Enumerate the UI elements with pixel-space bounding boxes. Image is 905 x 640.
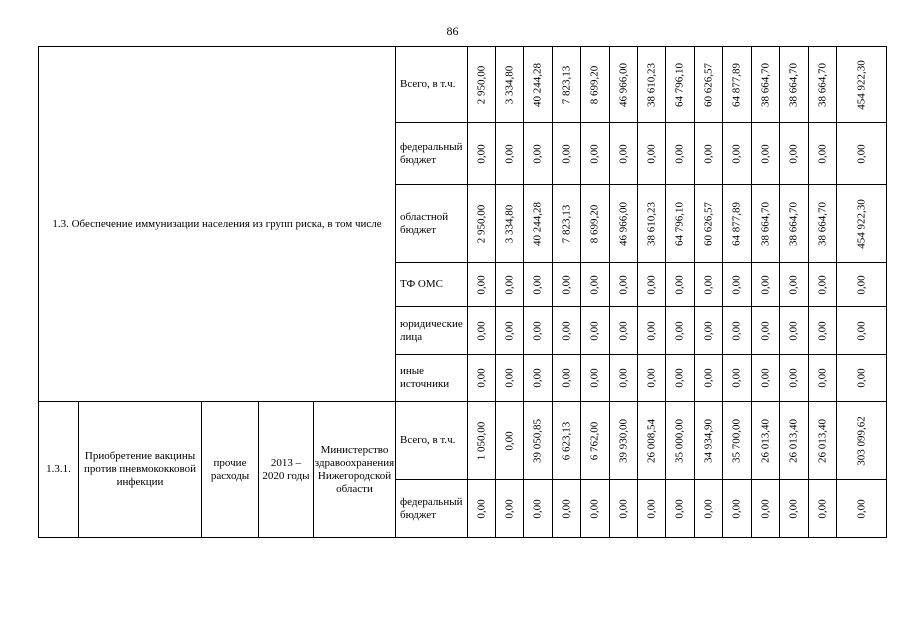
value-text: 0,00 [855, 320, 867, 341]
value-cell [837, 480, 887, 538]
value-text: 38 664,70 [759, 201, 771, 246]
value-text: 8 699,20 [588, 65, 601, 104]
value-cell [468, 480, 496, 538]
value-text: 0,00 [702, 498, 714, 519]
value-cell [695, 185, 723, 263]
value-cell [553, 263, 581, 307]
value-cell [610, 185, 638, 263]
value-cell [752, 47, 780, 123]
value-text: 0,00 [617, 143, 629, 164]
value-text: 0,00 [503, 143, 515, 164]
value-text: 0,00 [673, 320, 686, 341]
value-text: 0,00 [855, 368, 867, 388]
value-cell [723, 123, 752, 185]
value-text: 0,00 [730, 143, 743, 164]
value-text: 0,00 [855, 143, 867, 164]
value-cell [837, 123, 887, 185]
value-text: 7 823,13 [560, 204, 572, 243]
value-text: 38 610,23 [645, 201, 657, 246]
value-text: 39 050,85 [531, 418, 544, 463]
value-text: 0,00 [787, 498, 800, 519]
value-text: 0,00 [816, 368, 828, 388]
value-text: 6 762,00 [588, 421, 601, 460]
value-text: 0,00 [730, 498, 743, 519]
value-cell [695, 480, 723, 538]
value-text: 0,00 [787, 368, 800, 388]
value-text: 0,00 [588, 274, 601, 295]
value-text: 38 664,70 [816, 201, 828, 246]
page-number: 86 [446, 24, 459, 38]
value-cell [723, 47, 752, 123]
value-text: 3 334,80 [503, 65, 515, 104]
value-text: 0,00 [759, 368, 771, 388]
value-cell [695, 402, 723, 480]
value-text: 454 922,30 [855, 198, 867, 249]
value-cell [468, 47, 496, 123]
funding-source-label: иные источники [396, 355, 468, 402]
value-cell [553, 307, 581, 355]
value-text: 0,00 [645, 274, 657, 295]
value-text: 0,00 [816, 320, 828, 341]
value-text: 38 664,70 [816, 62, 828, 107]
item-number: 1.3.1. [39, 402, 79, 538]
value-text: 1 050,00 [475, 421, 487, 460]
value-cell [809, 47, 837, 123]
value-text: 0,00 [475, 143, 487, 164]
value-text: 2 950,00 [475, 65, 487, 104]
value-text: 0,00 [503, 320, 515, 341]
value-text: 454 922,30 [855, 59, 867, 110]
value-cell [610, 480, 638, 538]
value-text: 303 099,62 [855, 415, 867, 466]
value-cell [723, 185, 752, 263]
expense-type: прочие расходы [202, 402, 259, 538]
value-text: 26 008,54 [645, 418, 657, 463]
value-text: 64 877,89 [730, 62, 743, 107]
value-cell [809, 123, 837, 185]
value-text: 46 966,00 [617, 62, 629, 107]
value-cell [638, 263, 666, 307]
value-cell [752, 307, 780, 355]
value-cell [695, 123, 723, 185]
value-text: 0,00 [560, 274, 572, 295]
value-cell [666, 402, 695, 480]
value-text: 35 000,00 [673, 418, 686, 463]
value-text: 0,00 [787, 320, 800, 341]
value-cell [837, 402, 887, 480]
value-cell [695, 263, 723, 307]
value-text: 64 796,10 [673, 62, 686, 107]
value-cell [524, 263, 553, 307]
value-cell [638, 123, 666, 185]
value-text: 0,00 [759, 143, 771, 164]
value-cell [752, 355, 780, 402]
value-text: 26 013,40 [816, 418, 828, 463]
value-text: 6 623,13 [560, 421, 572, 460]
value-text: 38 610,23 [645, 62, 657, 107]
value-text: 0,00 [588, 320, 601, 341]
value-cell [638, 307, 666, 355]
funding-source-label: федеральный бюджет [396, 123, 468, 185]
value-cell [524, 185, 553, 263]
value-text: 0,00 [588, 368, 601, 388]
value-cell [468, 307, 496, 355]
value-cell [524, 480, 553, 538]
value-cell [553, 355, 581, 402]
value-text: 0,00 [503, 368, 515, 388]
value-cell [780, 123, 809, 185]
funding-source-label: юридические лица [396, 307, 468, 355]
value-text: 64 796,10 [673, 201, 686, 246]
value-text: 0,00 [560, 320, 572, 341]
value-cell [809, 307, 837, 355]
value-cell [553, 402, 581, 480]
period: 2013 – 2020 годы [259, 402, 314, 538]
value-cell [723, 480, 752, 538]
item-name: Приобретение вакцины против пневмококковой инфекции [79, 402, 202, 538]
value-cell [610, 47, 638, 123]
value-text: 35 700,00 [730, 418, 743, 463]
value-text: 0,00 [673, 143, 686, 164]
value-text: 40 244,28 [531, 62, 544, 107]
section-title: 1.3. Обеспечение иммунизации населения из групп риска, в том числе [39, 47, 396, 402]
value-cell [524, 123, 553, 185]
value-text: 3 334,80 [503, 204, 515, 243]
value-text: 0,00 [730, 274, 743, 295]
value-text: 0,00 [531, 498, 544, 519]
value-cell [780, 355, 809, 402]
value-text: 0,00 [759, 320, 771, 341]
value-cell [752, 185, 780, 263]
value-text: 0,00 [617, 320, 629, 341]
value-cell [524, 355, 553, 402]
value-text: 0,00 [673, 368, 686, 388]
value-text: 0,00 [816, 498, 828, 519]
value-cell [496, 185, 524, 263]
value-cell [468, 402, 496, 480]
value-cell [638, 402, 666, 480]
value-text: 60 626,57 [702, 201, 714, 246]
value-cell [666, 355, 695, 402]
value-cell [638, 480, 666, 538]
value-text: 0,00 [531, 320, 544, 341]
value-cell [752, 402, 780, 480]
value-text: 0,00 [787, 143, 800, 164]
value-cell [723, 263, 752, 307]
value-cell [496, 263, 524, 307]
value-text: 0,00 [560, 368, 572, 388]
value-text: 0,00 [787, 274, 800, 295]
value-cell [666, 480, 695, 538]
value-text: 0,00 [617, 368, 629, 388]
value-text: 38 664,70 [787, 201, 800, 246]
value-cell [553, 123, 581, 185]
value-text: 0,00 [645, 368, 657, 388]
value-text: 0,00 [503, 498, 515, 519]
value-cell [837, 47, 887, 123]
value-text: 0,00 [617, 274, 629, 295]
value-cell [496, 47, 524, 123]
value-cell [468, 123, 496, 185]
value-cell [610, 307, 638, 355]
value-text: 26 013,40 [759, 418, 771, 463]
funding-source-label: ТФ ОМС [396, 263, 468, 307]
value-cell [468, 355, 496, 402]
value-cell [581, 480, 610, 538]
value-cell [581, 307, 610, 355]
value-text: 0,00 [702, 368, 714, 388]
value-cell [496, 123, 524, 185]
value-text: 0,00 [588, 143, 601, 164]
value-cell [695, 47, 723, 123]
value-text: 0,00 [531, 368, 544, 388]
value-text: 7 823,13 [560, 65, 572, 104]
value-text: 0,00 [759, 274, 771, 295]
value-cell [809, 263, 837, 307]
value-cell [638, 185, 666, 263]
value-text: 64 877,89 [730, 201, 743, 246]
table-row [39, 402, 887, 480]
value-cell [581, 355, 610, 402]
value-text: 0,00 [855, 274, 867, 295]
funding-source-label: областной бюджет [396, 185, 468, 263]
value-text: 34 934,90 [702, 418, 714, 463]
value-text: 8 699,20 [588, 204, 601, 243]
table-row [39, 47, 887, 123]
value-cell [780, 402, 809, 480]
value-cell [468, 185, 496, 263]
executor: Министерство здравоохранения Нижегородской области [314, 402, 396, 538]
value-cell [723, 402, 752, 480]
value-cell [837, 185, 887, 263]
value-text: 38 664,70 [787, 62, 800, 107]
value-cell [666, 185, 695, 263]
value-cell [496, 402, 524, 480]
value-cell [638, 47, 666, 123]
value-cell [666, 47, 695, 123]
value-text: 0,00 [816, 274, 828, 295]
value-cell [610, 263, 638, 307]
value-cell [666, 263, 695, 307]
value-text: 0,00 [645, 498, 657, 519]
value-cell [581, 185, 610, 263]
value-text: 40 244,28 [531, 201, 544, 246]
value-cell [581, 263, 610, 307]
value-cell [553, 480, 581, 538]
value-cell [780, 307, 809, 355]
value-cell [780, 47, 809, 123]
value-text: 0,00 [702, 143, 714, 164]
value-cell [752, 480, 780, 538]
value-cell [638, 355, 666, 402]
value-cell [837, 307, 887, 355]
value-cell [752, 123, 780, 185]
value-text: 0,00 [475, 368, 487, 388]
value-cell [610, 402, 638, 480]
value-cell [666, 123, 695, 185]
value-text: 0,00 [588, 498, 601, 519]
value-cell [695, 355, 723, 402]
value-text: 0,00 [673, 498, 686, 519]
value-text: 0,00 [475, 498, 487, 519]
value-cell [553, 47, 581, 123]
value-text: 0,00 [855, 498, 867, 519]
value-text: 0,00 [503, 430, 515, 451]
value-text: 0,00 [560, 143, 572, 164]
value-cell [581, 47, 610, 123]
value-text: 39 930,00 [617, 418, 629, 463]
value-cell [468, 263, 496, 307]
value-cell [610, 123, 638, 185]
funding-source-label: федеральный бюджет [396, 480, 468, 538]
value-cell [809, 480, 837, 538]
value-text: 0,00 [816, 143, 828, 164]
value-cell [695, 307, 723, 355]
value-text: 0,00 [702, 320, 714, 341]
value-cell [496, 307, 524, 355]
funding-source-label: Всего, в т.ч. [396, 402, 468, 480]
value-cell [752, 263, 780, 307]
value-text: 0,00 [475, 274, 487, 295]
value-text: 0,00 [617, 498, 629, 519]
value-cell [524, 402, 553, 480]
value-cell [780, 263, 809, 307]
value-cell [496, 355, 524, 402]
value-text: 0,00 [645, 143, 657, 164]
value-text: 0,00 [645, 320, 657, 341]
value-text: 0,00 [730, 368, 743, 388]
value-cell [780, 185, 809, 263]
value-text: 46 966,00 [617, 201, 629, 246]
value-cell [581, 123, 610, 185]
value-text: 0,00 [759, 498, 771, 519]
value-cell [809, 355, 837, 402]
value-text: 0,00 [673, 274, 686, 295]
value-cell [581, 402, 610, 480]
value-cell [524, 307, 553, 355]
value-text: 0,00 [702, 274, 714, 295]
value-cell [723, 307, 752, 355]
value-text: 2 950,00 [475, 204, 487, 243]
value-cell [723, 355, 752, 402]
value-text: 0,00 [531, 274, 544, 295]
value-text: 0,00 [531, 143, 544, 164]
value-text: 60 626,57 [702, 62, 714, 107]
value-cell [809, 185, 837, 263]
value-cell [809, 402, 837, 480]
value-cell [610, 355, 638, 402]
value-text: 0,00 [503, 274, 515, 295]
value-cell [666, 307, 695, 355]
value-cell [496, 480, 524, 538]
funding-source-label: Всего, в т.ч. [396, 47, 468, 123]
value-text: 0,00 [730, 320, 743, 341]
value-cell [524, 47, 553, 123]
value-cell [837, 263, 887, 307]
value-text: 38 664,70 [759, 62, 771, 107]
value-cell [553, 185, 581, 263]
budget-table [38, 46, 887, 538]
value-cell [837, 355, 887, 402]
value-cell [780, 480, 809, 538]
value-text: 0,00 [475, 320, 487, 341]
value-text: 0,00 [560, 498, 572, 519]
value-text: 26 013,40 [787, 418, 800, 463]
